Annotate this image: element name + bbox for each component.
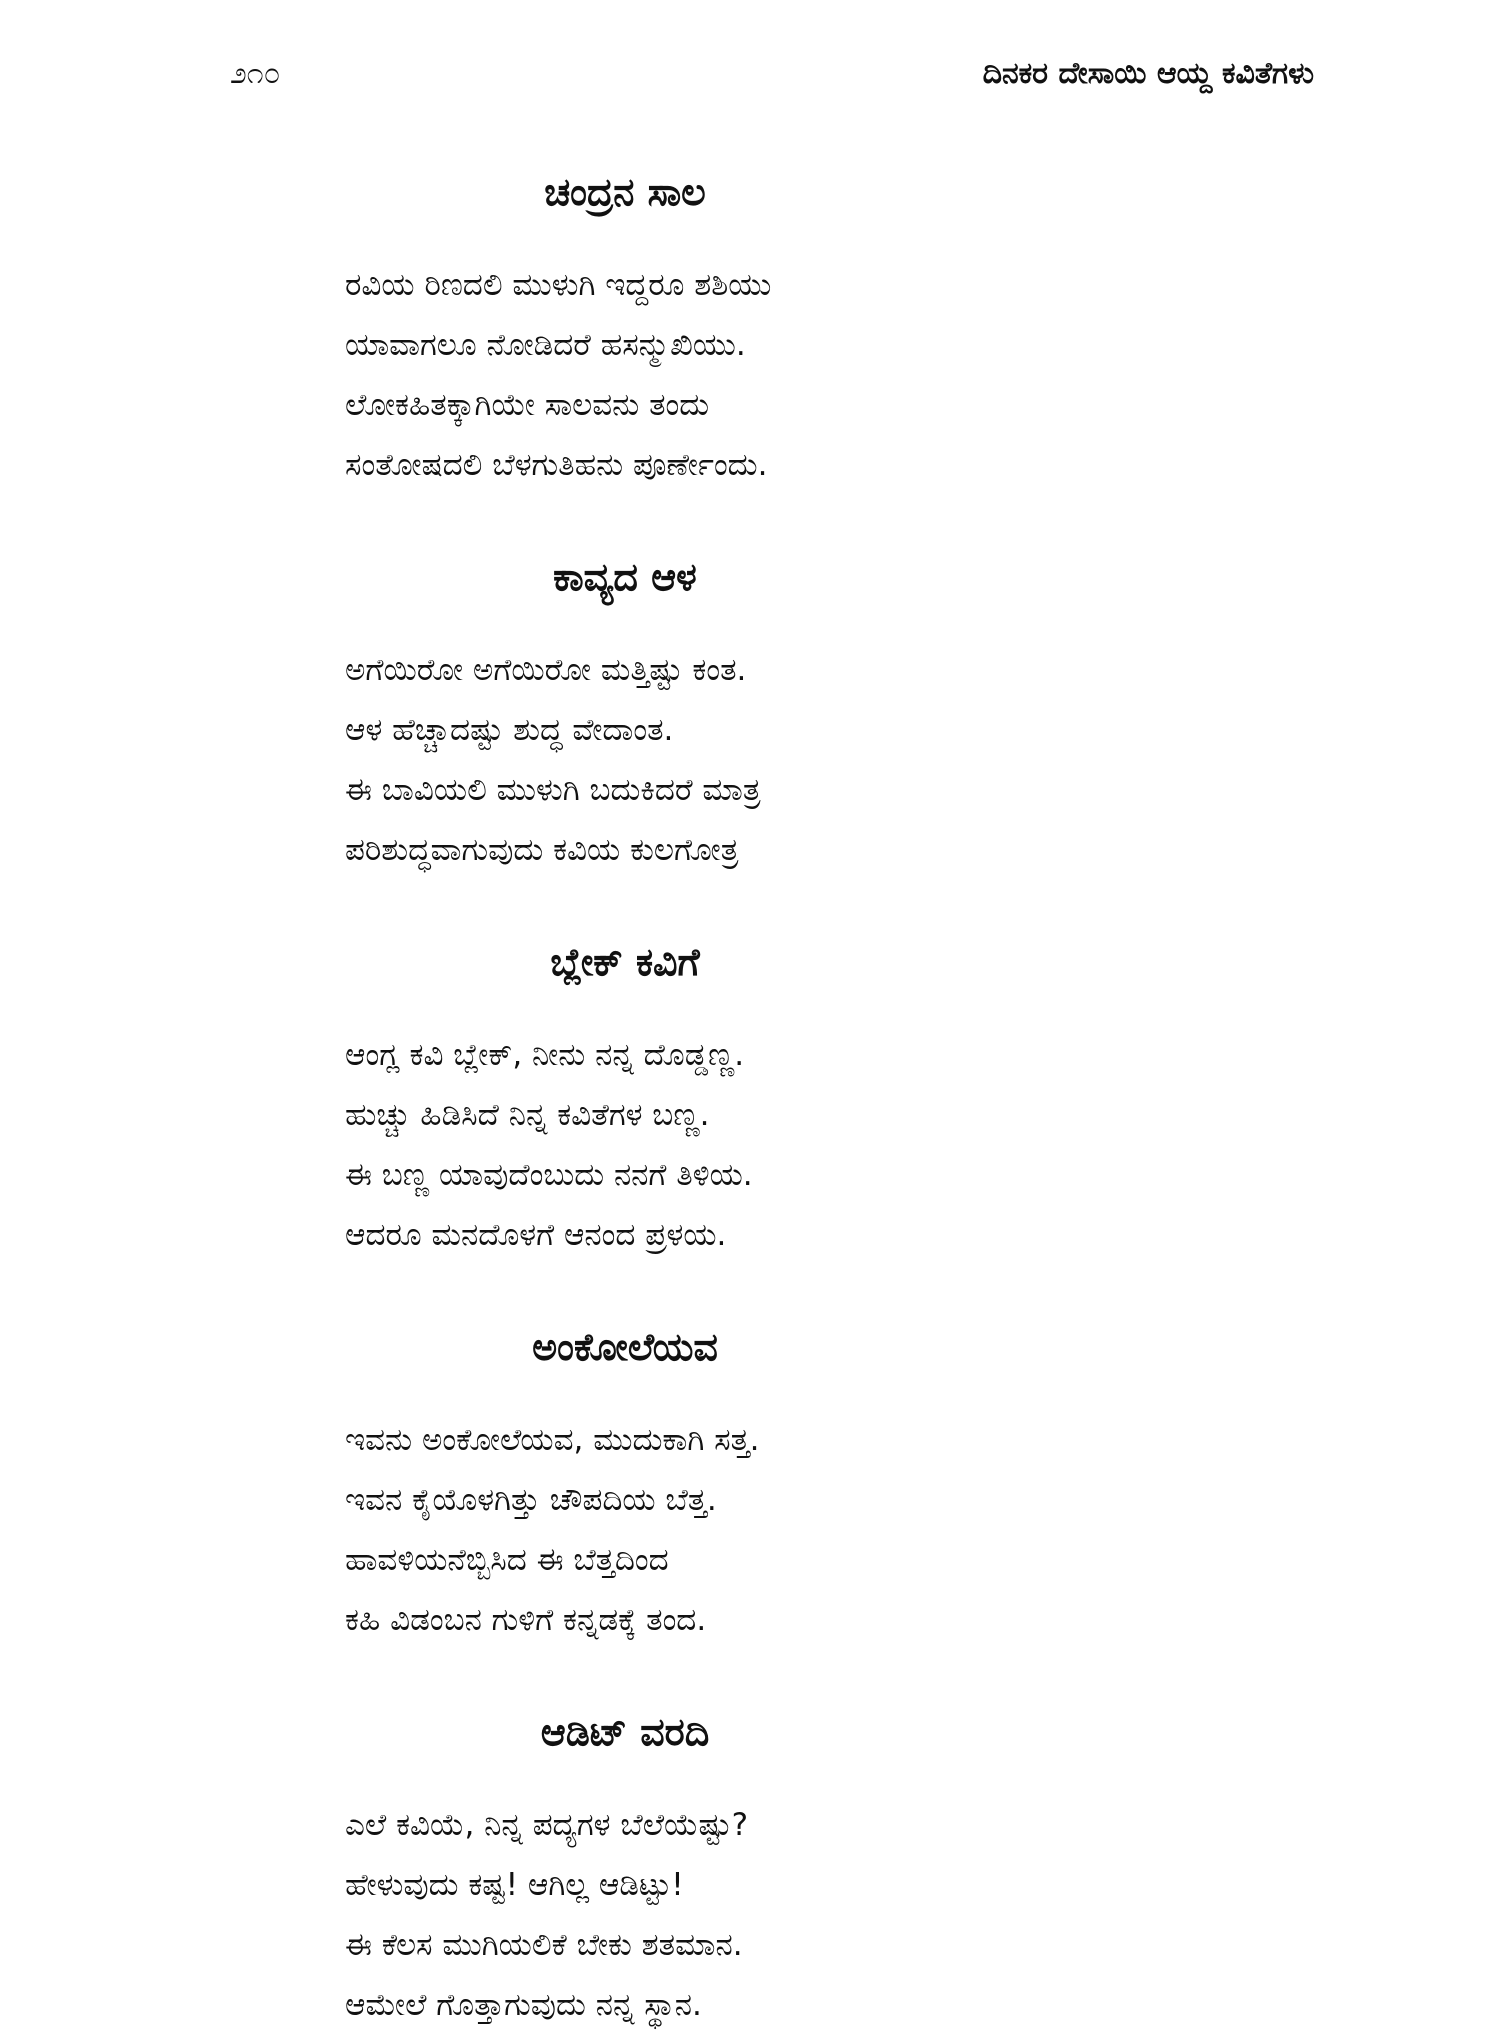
poem-line: ಹಾವಳಿಯನೆಬ್ಬಿಸಿದ ಈ ಬೆತ್ತದಿಂದ (345, 1542, 669, 1578)
poem-collection (345, 170, 1245, 2035)
poem-line: ಆಳ ಹೆಚ್ಚಾದಷ್ಟು ಶುದ್ಧ ವೇದಾಂತ. (345, 712, 674, 748)
page-number: ೨೧೦ (230, 56, 281, 91)
running-head: ದಿನಕರ ದೇಸಾಯಿ ಆಯ್ದ ಕವಿತೆಗಳು (982, 56, 1314, 91)
poem-stanza (345, 640, 1245, 880)
poem-title: ಅಂಕೋಲೆಯವ (532, 1325, 718, 1369)
poem-line: ಪರಿಶುದ್ಧವಾಗುವುದು ಕವಿಯ ಕುಲಗೋತ್ರ (345, 832, 739, 868)
poem-title: ಕಾವ್ಯದ ಆಳ (553, 555, 697, 599)
poem-title: ಚಂದ್ರನ ಸಾಲ (544, 170, 706, 214)
poem-line: ಈ ಬಣ್ಣ ಯಾವುದೆಂಬುದು ನನಗೆ ತಿಳಿಯ. (345, 1157, 753, 1193)
poem-line: ಸಂತೋಷದಲಿ ಬೆಳಗುತಿಹನು ಪೂರ್ಣೇಂದು. (345, 447, 768, 483)
poem-line: ರವಿಯ ರಿಣದಲಿ ಮುಳುಗಿ ಇದ್ದರೂ ಶಶಿಯು (345, 267, 772, 303)
poem-line: ಇವನು ಅಂಕೋಲೆಯವ, ಮುದುಕಾಗಿ ಸತ್ತ. (345, 1422, 760, 1458)
poem-line: ಹುಚ್ಚು ಹಿಡಿಸಿದೆ ನಿನ್ನ ಕವಿತೆಗಳ ಬಣ್ಣ. (345, 1097, 710, 1133)
poem-title: ಆಡಿಟ್ ವರದಿ (540, 1710, 710, 1754)
poem-line: ಈ ಕೆಲಸ ಮುಗಿಯಲಿಕೆ ಬೇಕು ಶತಮಾನ. (345, 1927, 743, 1963)
poem-stanza (345, 1025, 1245, 1265)
poem-line: ಈ ಬಾವಿಯಲಿ ಮುಳುಗಿ ಬದುಕಿದರೆ ಮಾತ್ರ (345, 772, 761, 808)
poem-stanza (345, 255, 1245, 495)
page-header (0, 56, 1500, 106)
poem-blake-kavige (345, 940, 1245, 1265)
poem-line: ಲೋಕಹಿತಕ್ಕಾಗಿಯೇ ಸಾಲವನು ತಂದು (345, 387, 710, 423)
poem-line: ಇವನ ಕೈಯೊಳಗಿತ್ತು ಚೌಪದಿಯ ಬೆತ್ತ. (345, 1482, 717, 1518)
poem-line: ಆಮೇಲೆ ಗೊತ್ತಾಗುವುದು ನನ್ನ ಸ್ಥಾನ. (345, 1987, 702, 2023)
poem-line: ಹೇಳುವುದು ಕಷ್ಟ! ಆಗಿಲ್ಲ ಆಡಿಟ್ಟು! (345, 1867, 684, 1903)
poem-line: ಆಂಗ್ಲ ಕವಿ ಬ್ಲೇಕ್, ನೀನು ನನ್ನ ದೊಡ್ಡಣ್ಣ. (345, 1037, 745, 1073)
poem-chandrana-saala (345, 170, 1245, 495)
poem-line: ಯಾವಾಗಲೂ ನೋಡಿದರೆ ಹಸನ್ಮುಖಿಯು. (345, 327, 746, 363)
poem-line: ಕಹಿ ವಿಡಂಬನ ಗುಳಿಗೆ ಕನ್ನಡಕ್ಕೆ ತಂದ. (345, 1602, 707, 1638)
poem-audit-varadi (345, 1710, 1245, 2035)
poem-ankoleyava (345, 1325, 1245, 1650)
poem-line: ಅಗೆಯಿರೋ ಅಗೆಯಿರೋ ಮತ್ತಿಷ್ಟು ಕಂತ. (345, 652, 747, 688)
poem-stanza (345, 1410, 1245, 1650)
poem-title: ಬ್ಲೇಕ್ ಕವಿಗೆ (550, 940, 700, 984)
poem-stanza (345, 1795, 1245, 2035)
poem-line: ಎಲೆ ಕವಿಯೆ, ನಿನ್ನ ಪದ್ಯಗಳ ಬೆಲೆಯೆಷ್ಟು? (345, 1807, 749, 1843)
poem-line: ಆದರೂ ಮನದೊಳಗೆ ಆನಂದ ಪ್ರಳಯ. (345, 1217, 727, 1253)
poem-kaavyada-aala (345, 555, 1245, 880)
